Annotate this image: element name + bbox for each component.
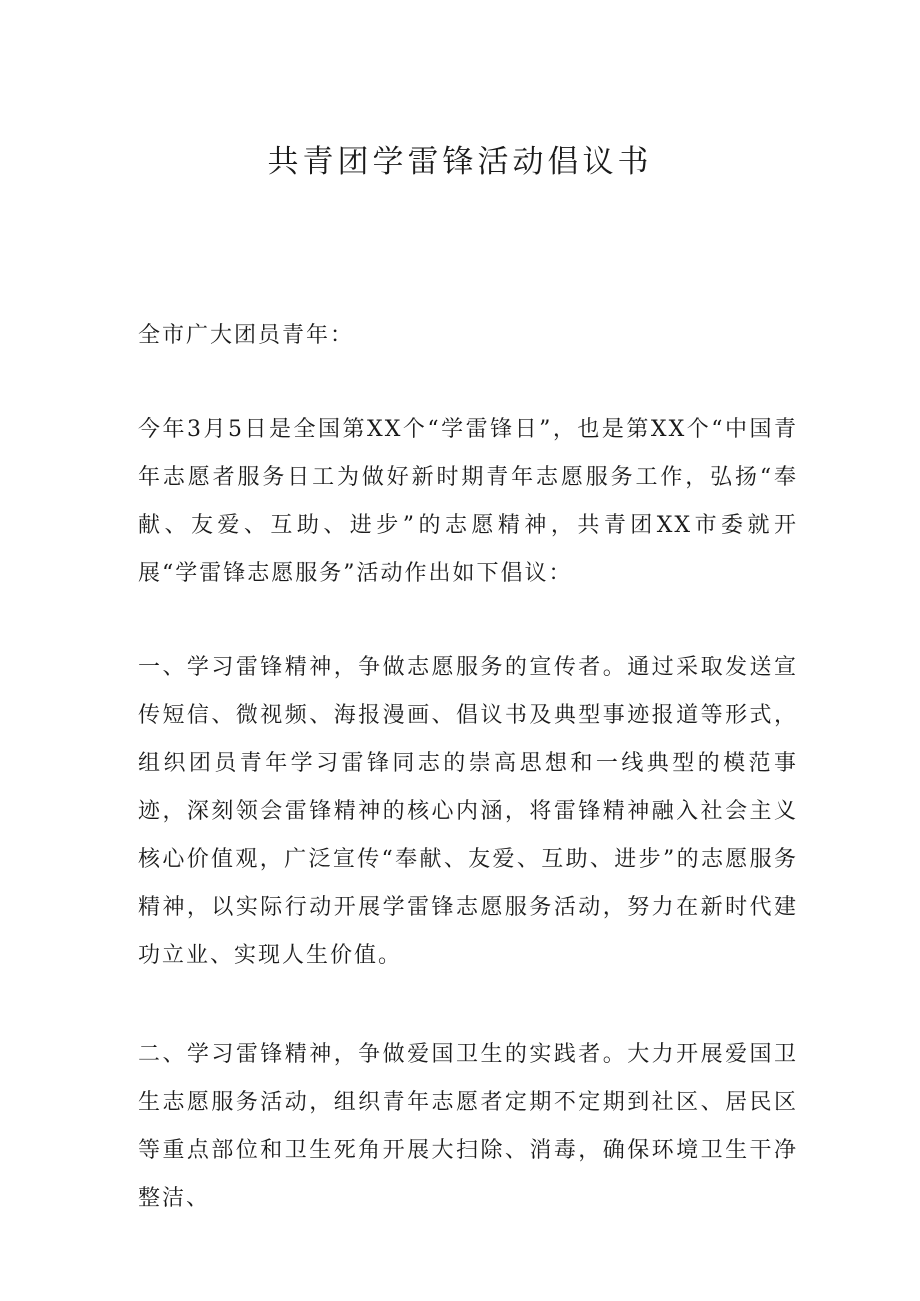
document-title: 共青团学雷锋活动倡议书: [267, 144, 653, 180]
paragraph-section-2: 二、学习雷锋精神，争做爱国卫生的实践者。大力开展爱国卫生志愿服务活动，组织青年志愿者定期不定期到社区、居民区等重点部位和卫生死角开展大扫除、消毒，确保环境卫生干净整洁、: [138, 1042, 798, 1211]
paragraph-section-1: 一、学习雷锋精神，争做志愿服务的宣传者。通过采取发送宣传短信、微视频、海报漫画、倡议书及典型事迹报道等形式，组织团员青年学习雷锋同志的崇高思想和一线典型的模范事迹，深刻领会雷锋精神的核心内涵，将雷锋精神融入社会主义核心价值观，广泛宣传“奉献、友爱、互助、进步”的志愿服务精神，以实际行动开展学雷锋志愿服务活动，努力在新时代建功立业、实现人生价值。: [138, 655, 798, 968]
salutation: 全市广大团员青年：: [138, 323, 355, 348]
paragraph-intro: 今年3月5日是全国第XX个“学雷锋日”，也是第XX个“中国青年志愿者服务日工为做好新时期青年志愿服务工作，弘扬“奉献、友爱、互助、进步”的志愿精神，共青团XX市委就开展“学雷锋志愿服务”活动作出如下倡议：: [138, 417, 798, 586]
